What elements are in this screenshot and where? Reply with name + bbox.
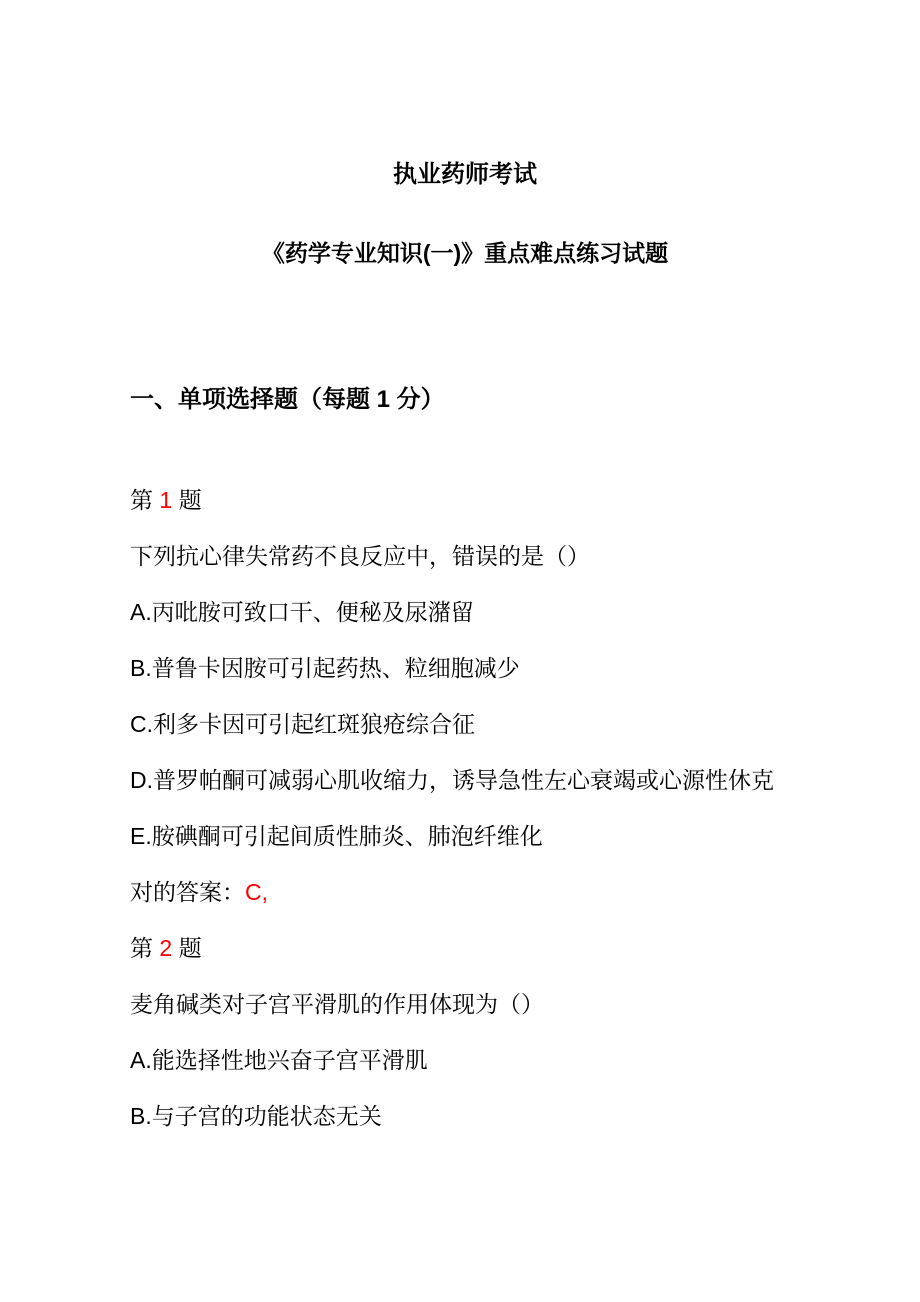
answer-value: C,: [245, 879, 268, 905]
question-1-option-e: E.胺碘酮可引起间质性肺炎、肺泡纤维化: [130, 823, 543, 849]
question-1-text: 下列抗心律失常药不良反应中，错误的是（）: [130, 543, 590, 569]
answer-label: 对的答案：: [130, 879, 245, 905]
question-1-option-d: D.普罗帕酮可减弱心肌收缩力，诱导急性左心衰竭或心源性休克: [130, 767, 774, 793]
question-block-2: [130, 933, 800, 1131]
question-1-option-b: B.普鲁卡因胺可引起药热、粒细胞减少: [130, 655, 520, 681]
question-1-option-a: A.丙吡胺可致口干、便秘及尿潴留: [130, 599, 474, 625]
question-2-text: 麦角碱类对子宫平滑肌的作用体现为（）: [130, 991, 544, 1017]
question-number-suffix: 题: [172, 935, 202, 961]
document-title: 执业药师考试: [393, 161, 537, 188]
question-2-option-b: B.与子宫的功能状态无关: [130, 1103, 382, 1129]
question-number-value: 1: [159, 487, 173, 513]
question-number-suffix: 题: [172, 487, 202, 513]
question-1-answer-line: [130, 877, 800, 907]
question-number-prefix: 第: [130, 487, 160, 513]
question-1-option-c: C.利多卡因可引起红斑狼疮综合征: [130, 711, 475, 737]
question-1-header: [130, 485, 800, 515]
section-heading: 一、单项选择题（每题 1 分）: [130, 386, 445, 413]
question-block-1: [130, 485, 800, 907]
question-number-prefix: 第: [130, 935, 160, 961]
document-subtitle: 《药学专业知识(一)》重点难点练习试题: [261, 240, 669, 266]
question-2-header: [130, 933, 800, 963]
question-2-option-a: A.能选择性地兴奋子宫平滑肌: [130, 1047, 428, 1073]
question-number-value: 2: [159, 935, 173, 961]
